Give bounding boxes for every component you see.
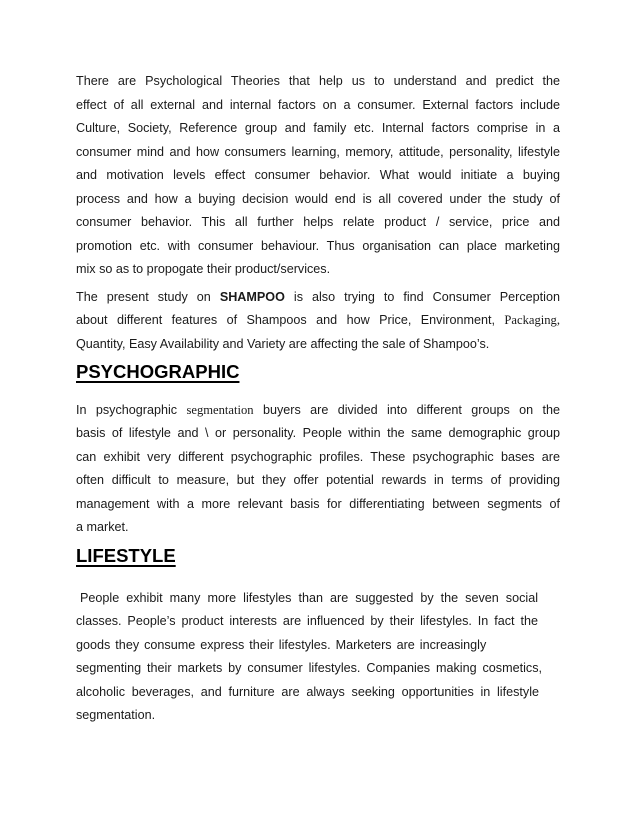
psychographic-line-6: a market. xyxy=(76,520,129,534)
intro-line-6: process and how a buying decision would end is all covered under the study of xyxy=(76,192,560,206)
lifestyle-line-3: goods they consume express their lifestyles. Marketers are increasingly xyxy=(76,638,487,652)
segmentation-word: segmentation xyxy=(186,403,254,417)
psychographic-line-1-pre: In psychographic xyxy=(76,403,178,417)
study-line-1-post: is also trying to find Consumer Perception xyxy=(293,290,560,304)
psychographic-line-1 xyxy=(76,402,560,418)
shampoo-keyword: SHAMPOO xyxy=(219,290,285,304)
lifestyle-line-1: People exhibit many more lifestyles than are suggested by the seven social xyxy=(80,591,538,605)
study-line-1-pre: The present study on xyxy=(76,290,211,304)
psychographic-line-5: management with a more relevant basis for differentiating between segments of xyxy=(76,497,560,511)
intro-line-3: Culture, Society, Reference group and family etc. Internal factors comprise in a xyxy=(76,121,560,135)
packaging-word: Packaging, xyxy=(504,313,560,327)
lifestyle-line-4: segmenting their markets by consumer lifestyles. Companies making cosmetics, xyxy=(76,661,542,675)
study-line-1 xyxy=(76,289,560,305)
intro-line-9: mix so as to propogate their product/services. xyxy=(76,262,331,276)
psychographic-line-2: basis of lifestyle and \ or personality. People within the same demographic group xyxy=(76,426,560,440)
study-line-3: Quantity, Easy Availability and Variety are affecting the sale of Shampoo’s. xyxy=(76,337,490,351)
study-line-2 xyxy=(76,312,560,328)
intro-line-4: consumer mind and how consumers learning, memory, attitude, personality, lifestyle xyxy=(76,145,560,159)
intro-line-1: There are Psychological Theories that help us to understand and predict the xyxy=(76,74,560,88)
lifestyle-line-5: alcoholic beverages, and furniture are always seeking opportunities in lifestyle xyxy=(76,685,539,699)
intro-line-2: effect of all external and internal factors on a consumer. External factors include xyxy=(76,98,560,112)
intro-line-7: consumer behavior. This all further helps relate product / service, price and xyxy=(76,215,560,229)
lifestyle-heading: LIFESTYLE xyxy=(76,545,176,566)
study-line-2-pre: about different features of Shampoos and how Price, Environment, xyxy=(76,313,495,327)
lifestyle-line-2: classes. People’s product interests are influenced by their lifestyles. In fact the xyxy=(76,614,538,628)
psychographic-line-3: can exhibit very different psychographic profiles. These psychographic bases are xyxy=(76,450,560,464)
psychographic-heading: PSYCHOGRAPHIC xyxy=(76,361,240,382)
intro-line-5: and motivation levels effect consumer behavior. What would initiate a buying xyxy=(76,168,560,182)
lifestyle-line-6: segmentation. xyxy=(76,708,156,722)
intro-line-8: promotion etc. with consumer behaviour. Thus organisation can place marketing xyxy=(76,239,560,253)
psychographic-line-4: often difficult to measure, but they offer potential rewards in terms of providing xyxy=(76,473,560,487)
psychographic-line-1-post: buyers are divided into different groups on the xyxy=(262,403,561,417)
